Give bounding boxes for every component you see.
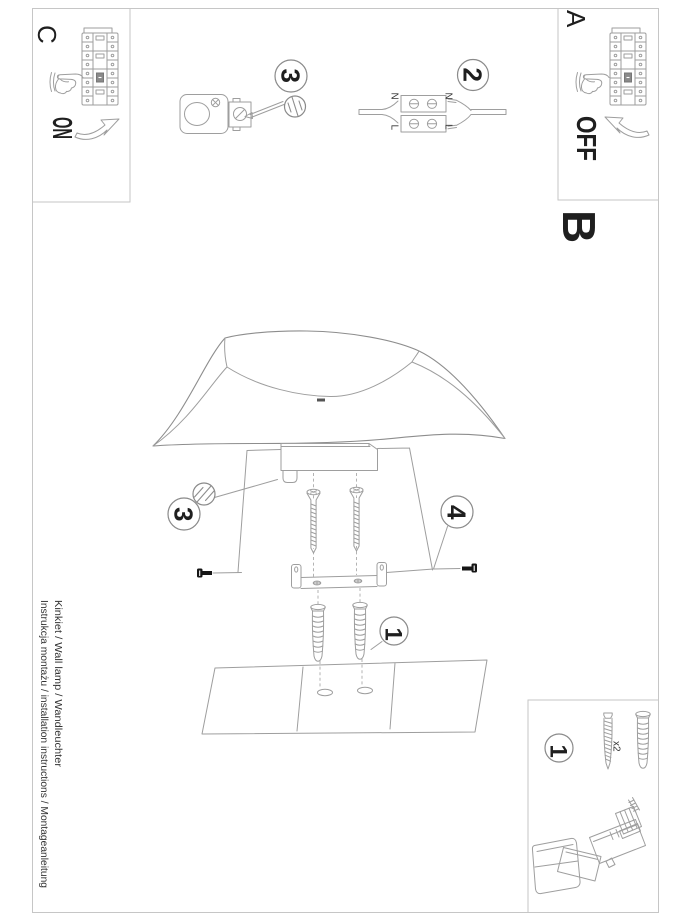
wire-label-l-left: L bbox=[388, 124, 400, 131]
mounting-bracket bbox=[292, 563, 387, 589]
step3-number-top: 3 bbox=[275, 68, 306, 83]
terminal-block-top bbox=[401, 96, 446, 113]
step3-number-main: 3 bbox=[168, 507, 199, 522]
leader-step4 bbox=[213, 527, 460, 574]
wall-cutout-upper bbox=[238, 448, 433, 572]
wire-label-n-left: N bbox=[388, 92, 400, 100]
side-screw-right bbox=[462, 564, 477, 573]
section-b-label: B bbox=[553, 210, 605, 244]
drill-illustration bbox=[532, 798, 645, 894]
wire-label-n-right: N bbox=[442, 92, 454, 100]
wire-label-l-right: L bbox=[442, 124, 454, 130]
curved-arrow-off-icon bbox=[605, 117, 649, 137]
terminal-block-bottom bbox=[401, 116, 446, 133]
step4-number: 4 bbox=[441, 505, 472, 520]
section-a-label: A bbox=[561, 10, 591, 28]
wall-lamp-shade bbox=[153, 331, 505, 446]
canopy-back-illustration bbox=[180, 95, 251, 134]
lamp-canopy bbox=[281, 444, 378, 483]
screw-quantity-label: x2 bbox=[610, 741, 622, 752]
footer-title-line2: Kinkiet / Wall lamp / Wandleuchter bbox=[52, 600, 63, 752]
step1-number-parts: 1 bbox=[544, 744, 572, 758]
step1-number-main: 1 bbox=[379, 627, 407, 641]
wall-panel bbox=[202, 660, 487, 734]
shade-slot bbox=[317, 399, 325, 402]
side-screw-left bbox=[197, 569, 212, 578]
footer-title-line1: Instrukcja montażu / installation instructions / Montageanleitung bbox=[38, 600, 49, 881]
switch-on-label: ON bbox=[47, 117, 78, 159]
leader-step1 bbox=[371, 642, 382, 650]
section-a-box bbox=[558, 9, 659, 201]
switch-off-label: OFF bbox=[571, 116, 602, 172]
curved-arrow-on-icon bbox=[75, 119, 119, 139]
step2-number: 2 bbox=[457, 67, 488, 82]
page-frame bbox=[33, 9, 659, 913]
section-c-label: C bbox=[32, 25, 62, 44]
wiring-diagram bbox=[359, 96, 506, 133]
leader-step3 bbox=[215, 480, 278, 498]
